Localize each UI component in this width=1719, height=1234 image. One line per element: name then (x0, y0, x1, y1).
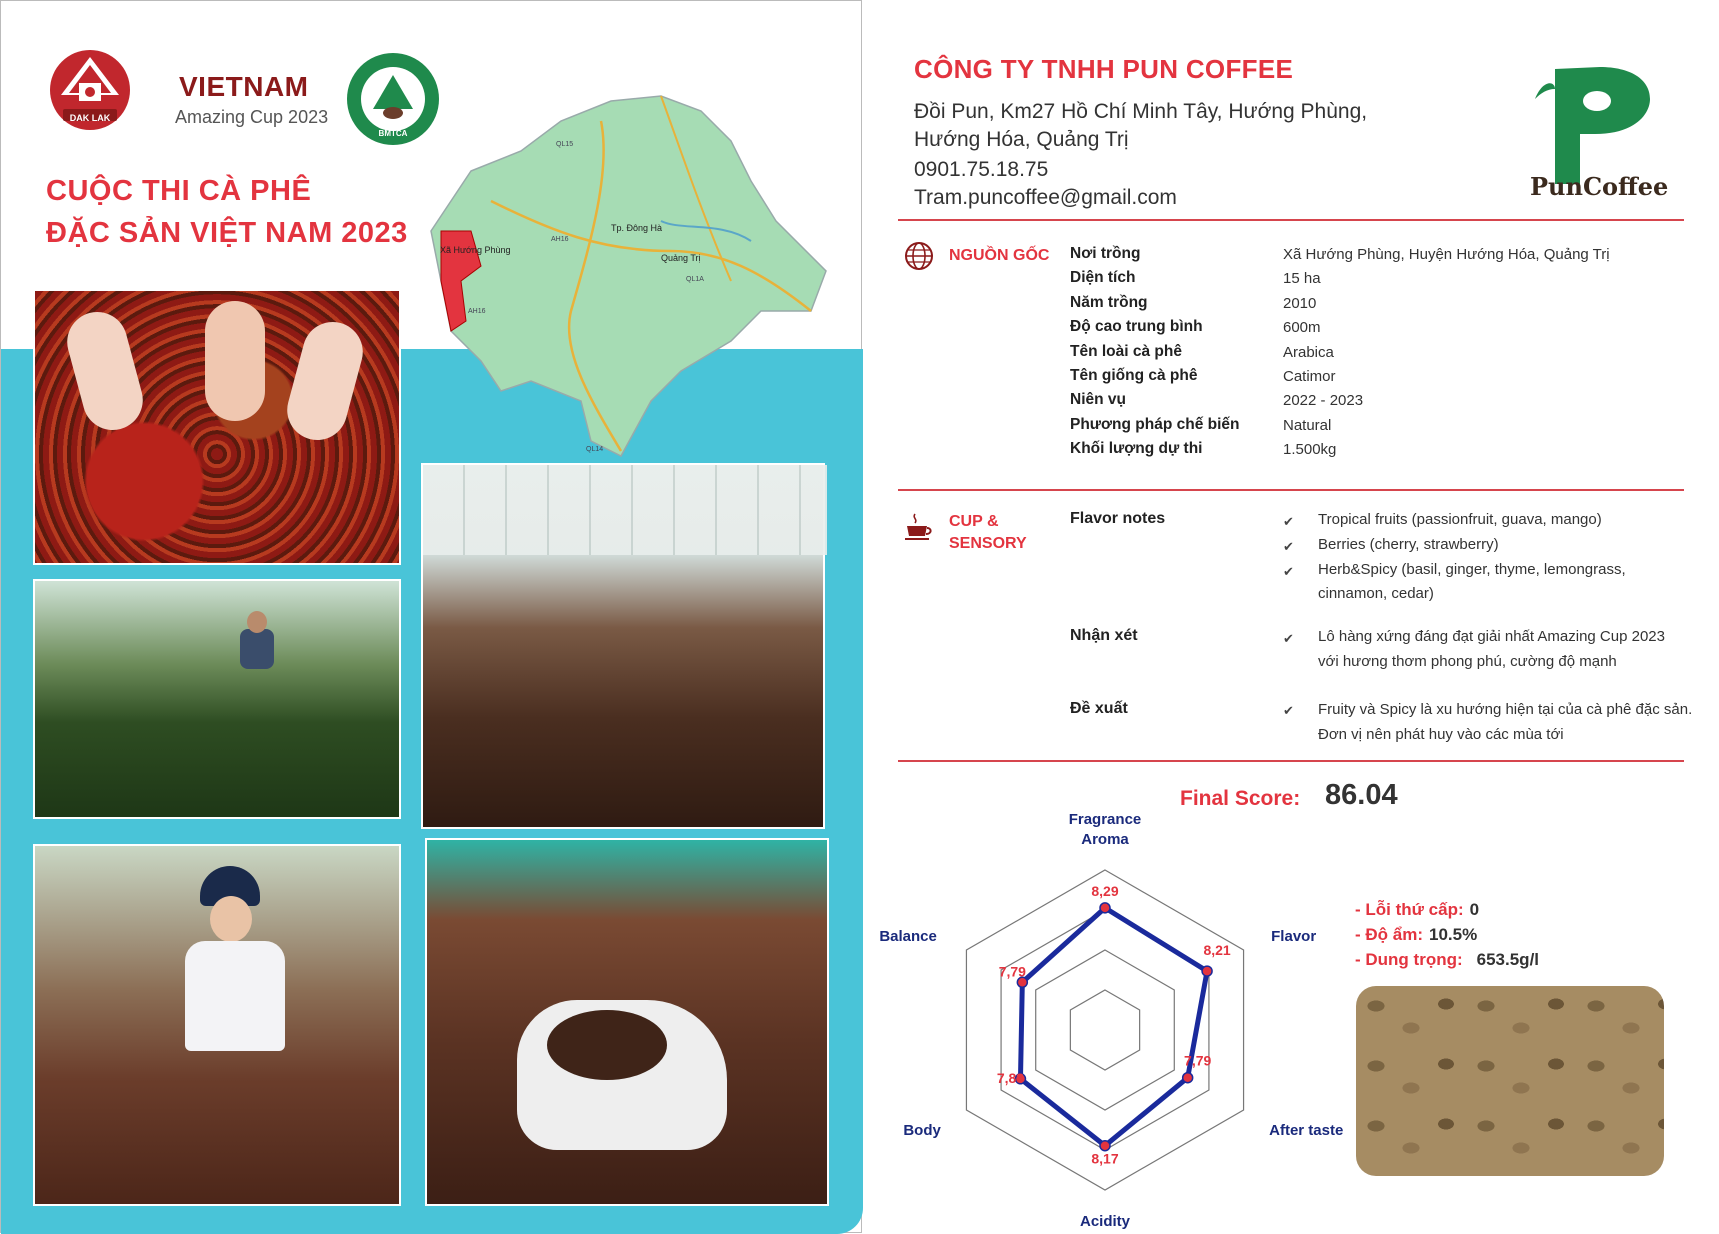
radar-value-label: 8,17 (1091, 1150, 1119, 1167)
map-road-ql1a: QL1A (686, 276, 704, 283)
suggestion-line: Fruity và Spicy là xu hướng hiện tại của cà phê đặc sản. (1318, 701, 1693, 718)
radar-value-label: 7,83 (996, 1069, 1025, 1086)
bmtca-logo-text: BMTCA (378, 129, 408, 138)
radar-value-label: 8,21 (1203, 942, 1231, 959)
company-email: Tram.puncoffee@gmail.com (914, 186, 1177, 209)
puncoffee-logo-text: PunCoffee (1530, 172, 1669, 201)
radar-grid-ring (1070, 990, 1139, 1070)
radar-axis-label: Acidity (1079, 1213, 1131, 1230)
check-icon: ✔ (1283, 703, 1294, 718)
brand-subtitle: Amazing Cup 2023 (175, 107, 329, 127)
check-icon: ✔ (1283, 539, 1294, 554)
divider (898, 489, 1684, 491)
radar-axis-label: After taste (1269, 1122, 1344, 1139)
origin-row-value: 600m (1283, 319, 1321, 337)
origin-row-value: Catimor (1283, 368, 1336, 385)
moisture-label: - Độ ẩm: (1355, 925, 1423, 944)
density-value: 653.5g/l (1476, 950, 1540, 969)
origin-row-value: Xã Hướng Phùng, Huyện Hướng Hóa, Quảng Trị (1283, 246, 1610, 263)
final-score-label: Final Score: (1180, 787, 1301, 810)
radar-value-label: 7,79 (1184, 1052, 1212, 1069)
origin-row-value: Natural (1283, 416, 1332, 434)
origin-row-label: Nơi trồng (1070, 245, 1141, 262)
radar-series-line (1020, 908, 1207, 1146)
radar-axis-label: Flavor (1271, 928, 1317, 945)
map-province-shape (431, 96, 826, 456)
radar-point (1100, 1141, 1110, 1151)
origin-row-value: 1.500kg (1283, 441, 1337, 459)
company-phone: 0901.75.18.75 (914, 158, 1049, 181)
brand-title: VIETNAM (179, 71, 309, 102)
check-icon: ✔ (1283, 631, 1294, 646)
radar-value-label: 8,29 (1091, 882, 1119, 899)
map-label-province: Quảng Trị (661, 253, 701, 263)
radar-axis-label: Aroma (1081, 831, 1129, 848)
moisture-stat (1355, 925, 1477, 945)
cupping-radar-chart (879, 811, 1344, 1230)
moisture-value: 10.5% (1429, 925, 1478, 944)
origin-section-title: NGUỒN GỐC (949, 247, 1050, 264)
defect-stat (1355, 900, 1479, 920)
globe-icon (904, 241, 934, 271)
flavor-note-item: Tropical fruits (passionfruit, guava, mango) (1318, 511, 1602, 528)
sensory-title-line1: CUP & (949, 513, 999, 530)
origin-row-value: 2022 - 2023 (1283, 392, 1364, 410)
map-road-ql15: QL15 (556, 141, 574, 148)
photo-woman-drying-beds (33, 844, 401, 1206)
radar-point (1202, 966, 1212, 976)
origin-row-label: Độ cao trung bình (1070, 318, 1203, 336)
radar-grid-ring (998, 910, 1212, 1150)
photo-farmer-coffee-trees (33, 579, 401, 819)
map-road-ah16b: AH16 (468, 308, 486, 315)
company-address-line2: Hướng Hóa, Quảng Trị (914, 128, 1129, 151)
flavor-notes-label: Flavor notes (1070, 510, 1166, 527)
origin-row-label: Niên vụ (1070, 391, 1126, 409)
check-icon: ✔ (1283, 564, 1294, 579)
origin-row-value: 15 ha (1283, 270, 1321, 288)
defect-label: - Lỗi thứ cấp: (1355, 900, 1464, 919)
comment-label: Nhận xét (1070, 627, 1138, 644)
density-stat (1355, 950, 1539, 970)
radar-grid-ring (1036, 950, 1175, 1110)
comment-line: Lô hàng xứng đáng đạt giải nhất Amazing Cup 2023 (1318, 628, 1665, 645)
origin-row-label: Phương pháp chế biến (1070, 415, 1240, 433)
flavor-note-item: cinnamon, cedar) (1318, 585, 1434, 602)
contest-title-line2: ĐẶC SẢN VIỆT NAM 2023 (46, 217, 408, 249)
comment-line: với hương thơm phong phú, cường độ mạnh (1318, 653, 1617, 670)
origin-row-value: 2010 (1283, 294, 1317, 312)
radar-axis-label: Balance (879, 928, 937, 945)
map-road-ql14: QL14 (586, 446, 604, 453)
flavor-note-item: Berries (cherry, strawberry) (1318, 536, 1499, 553)
suggestion-label: Đề xuất (1070, 700, 1128, 717)
origin-row-value: Arabica (1283, 343, 1334, 361)
origin-row-label: Diện tích (1070, 269, 1136, 287)
photo-drying-greenhouse (421, 463, 825, 829)
origin-row-label: Tên giống cà phê (1070, 367, 1198, 384)
check-icon: ✔ (1283, 514, 1294, 529)
province-map (431, 81, 831, 461)
radar-value-label: 7,79 (998, 963, 1026, 980)
final-score-value: 86.04 (1325, 779, 1398, 811)
coffee-cup-icon (903, 512, 933, 542)
origin-row-label: Khối lượng dự thi (1070, 440, 1203, 458)
photo-green-coffee-beans (1356, 986, 1664, 1176)
radar-point (1100, 903, 1110, 913)
suggestion-line: Đơn vị nên phát huy vào các mùa tới (1318, 726, 1564, 743)
radar-axis-label: Body (903, 1122, 941, 1139)
daklak-logo-text: DAK LAK (69, 113, 111, 123)
radar-axis-label: Fragrance (1068, 811, 1142, 828)
map-label-commune: Xã Hướng Phùng (440, 245, 511, 255)
photo-gloved-hands-beans (425, 838, 829, 1206)
daklak-logo (49, 49, 131, 145)
origin-row-label: Năm trồng (1070, 293, 1148, 311)
company-name: CÔNG TY TNHH PUN COFFEE (914, 54, 1294, 84)
defect-value: 0 (1469, 900, 1480, 919)
map-road-ah16a: AH16 (551, 236, 569, 243)
divider (898, 760, 1684, 762)
company-address-line1: Đồi Pun, Km27 Hồ Chí Minh Tây, Hướng Phùng, (914, 100, 1368, 123)
divider (898, 219, 1684, 221)
flavor-note-item: Herb&Spicy (basil, ginger, thyme, lemongrass, (1318, 561, 1626, 578)
radar-point (1183, 1073, 1193, 1083)
sensory-title-line2: SENSORY (949, 535, 1027, 552)
origin-row-label: Tên loài cà phê (1070, 342, 1182, 360)
density-label: - Dung trọng: (1355, 950, 1463, 969)
photo-coffee-cherries-hands (33, 289, 401, 565)
contest-title-line1: CUỘC THI CÀ PHÊ (46, 175, 312, 207)
map-label-city: Tp. Đông Hà (611, 223, 663, 233)
